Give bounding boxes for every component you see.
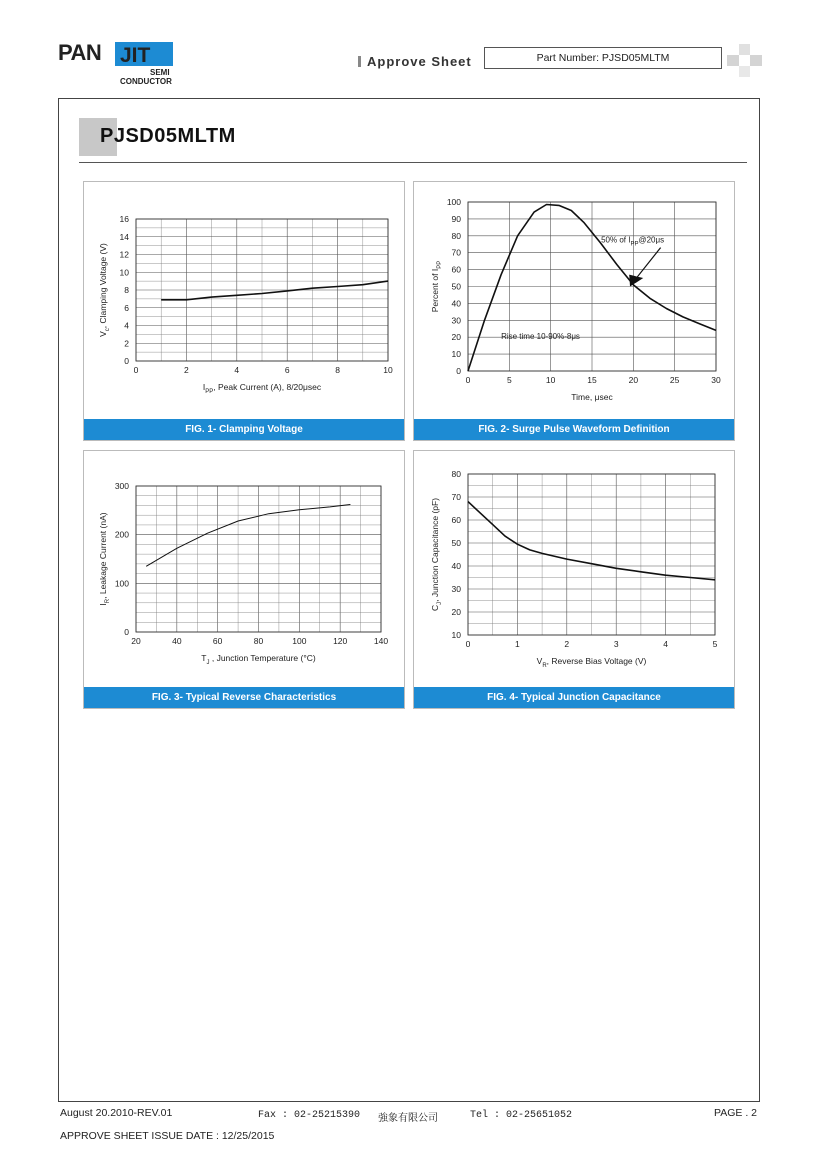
y-tick-label: 0 [124,627,129,637]
arrow-head-icon [629,275,643,287]
chart-2-svg [414,182,734,420]
y-tick-label: 4 [124,320,129,331]
y-tick-label: 80 [451,469,461,479]
x-tick-label: 10 [383,365,393,375]
footer-company: 強象有限公司 [378,1113,438,1124]
x-tick-label: 15 [587,375,597,385]
chart-3-caption: FIG. 3- Typical Reverse Characteristics [84,687,404,708]
x-tick-label: 0 [133,365,139,375]
approve-sheet-label [358,54,472,69]
x-axis-label: $T_J$ , Junction Temperature (°C) [201,653,316,666]
y-tick-label: 0 [456,366,461,376]
x-tick-label: 2 [564,639,570,649]
chart-1-caption: FIG. 1- Clamping Voltage [84,419,404,440]
y-tick-label: 60 [451,264,461,275]
series-line [161,281,388,300]
y-tick-label: 10 [451,349,461,360]
x-tick-label: 3 [613,639,619,649]
y-tick-label: 30 [451,315,461,326]
svg-text:PAN: PAN [58,40,102,65]
svg-text:SEMI: SEMI [150,68,170,77]
chart-panel-2 [413,181,735,441]
y-tick-label: 90 [451,213,461,224]
chart-panel-3 [83,450,405,709]
title-divider [79,162,747,163]
y-tick-label: 2 [124,338,129,349]
y-tick-label: 300 [114,481,129,491]
chart-4-caption: FIG. 4- Typical Junction Capacitance [414,687,734,708]
y-axis-label: $I_R$, Leakage Current (nA) [98,512,111,606]
y-tick-label: 40 [451,561,461,571]
y-tick-label: 70 [451,247,461,258]
footer-tel: Tel : 02-25651052 [470,1110,573,1121]
y-tick-label: 14 [119,231,129,242]
y-tick-label: 30 [451,584,461,594]
x-tick-label: 6 [284,365,290,375]
plot-area [468,474,715,635]
y-tick-label: 12 [119,249,129,260]
y-tick-label: 0 [124,356,129,366]
y-axis-label: Percent of $I_{PP}$ [430,260,443,313]
y-tick-label: 50 [451,281,461,292]
y-tick-label: 60 [451,515,461,525]
x-tick-label: 4 [234,365,240,375]
x-tick-label: 30 [711,375,721,385]
footer-page: PAGE . 2 [714,1107,757,1119]
x-tick-label: 20 [131,636,141,646]
approve-sheet-text: Approve Sheet [367,54,472,69]
y-tick-label: 20 [451,607,461,617]
x-tick-label: 25 [669,375,680,385]
x-tick-label: 140 [373,636,389,646]
company-logo [58,38,178,88]
y-tick-label: 50 [451,538,461,548]
x-tick-label: 2 [184,365,189,375]
chart-panel-4 [413,450,735,709]
y-tick-label: 100 [114,578,129,589]
y-tick-label: 6 [124,302,129,313]
plot-area [136,219,388,361]
x-tick-label: 10 [545,375,556,385]
y-tick-label: 40 [451,298,461,309]
chart-1-svg [84,182,404,420]
x-tick-label: 0 [465,375,471,385]
chart-4-svg [414,451,734,688]
x-tick-label: 1 [515,639,520,649]
x-tick-label: 20 [628,375,639,385]
footer-issue-date: APPROVE SHEET ISSUE DATE : 12/25/2015 [60,1130,275,1142]
x-tick-label: 100 [292,636,307,646]
footer-date-rev: August 20.2010-REV.01 [60,1107,173,1119]
annotation-50pct: 50% of $I_{PP}@20\mu s$ [601,235,665,248]
bar-icon [358,56,361,67]
plot-area [468,202,716,371]
y-tick-label: 200 [114,529,129,540]
x-tick-label: 80 [253,636,264,646]
checker-decoration-icon [727,44,763,78]
x-tick-label: 60 [212,636,223,646]
y-tick-label: 20 [451,332,461,343]
x-tick-label: 5 [712,639,718,649]
annotation-rise-time: Rise time 10-90%-8μs [501,331,580,341]
svg-text:JIT: JIT [120,44,151,67]
part-number-box: Part Number: PJSD05MLTM [484,47,722,69]
x-tick-label: 5 [506,375,512,385]
y-tick-label: 10 [451,630,461,640]
page-title: PJSD05MLTM [100,125,236,147]
x-axis-label: Time, μsec [571,392,613,402]
footer-fax: Fax : 02-25215390 [258,1110,361,1121]
x-axis-label: $V_R$, Reverse Bias Voltage (V) [536,656,647,669]
y-tick-label: 80 [451,230,461,241]
y-axis-label: $C_J$, Junction Capacitance (pF) [430,497,443,612]
y-axis-label: $V_c$, Clamping Voltage (V) [98,243,111,337]
x-tick-label: 8 [335,365,340,375]
y-tick-label: 10 [119,267,129,278]
y-tick-label: 100 [446,197,461,207]
svg-text:CONDUCTOR: CONDUCTOR [120,77,172,86]
y-tick-label: 16 [119,214,129,224]
y-tick-label: 8 [124,285,129,295]
x-tick-label: 120 [333,636,348,646]
chart-2-caption: FIG. 2- Surge Pulse Waveform Definition [414,419,734,440]
x-tick-label: 4 [663,639,668,649]
chart-3-svg [84,451,404,688]
x-axis-label: $I_{PP}$, Peak Current (A), 8/20μsec [202,382,322,395]
plot-area [136,486,381,632]
chart-panel-1 [83,181,405,441]
y-tick-label: 70 [451,492,461,502]
x-tick-label: 40 [172,636,182,646]
x-tick-label: 0 [465,639,471,649]
